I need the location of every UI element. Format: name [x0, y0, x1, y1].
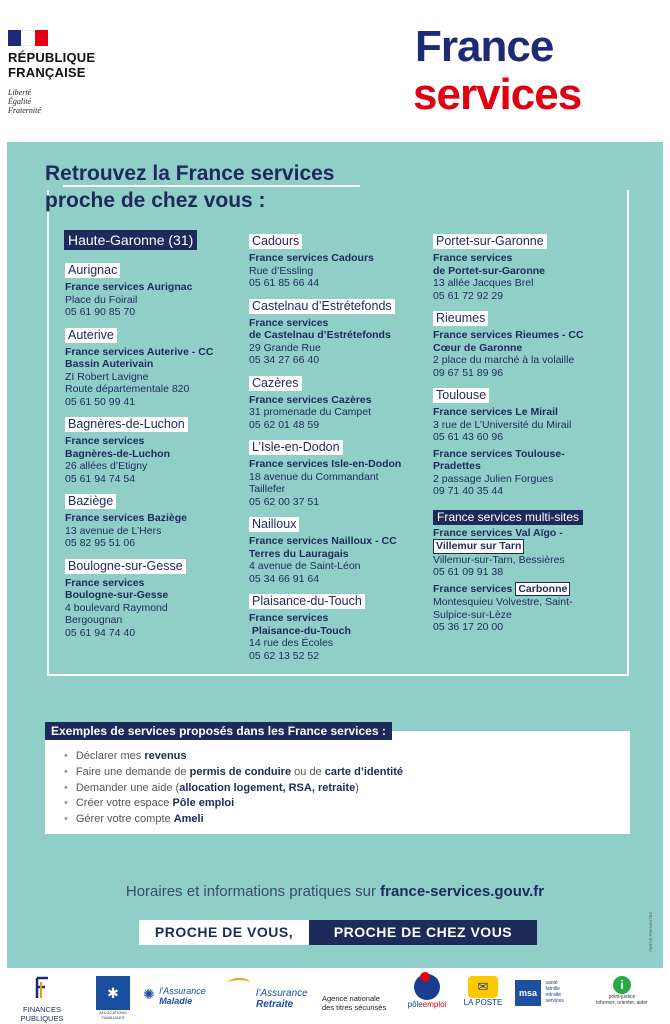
- partner-logos: [0, 972, 670, 1024]
- retraite-icon: [228, 978, 250, 988]
- region-label: Haute-Garonne (31): [64, 230, 197, 250]
- republic-motto: Liberté Égalité Fraternité: [8, 88, 41, 115]
- slogan-part-1: PROCHE DE VOUS,: [139, 920, 309, 945]
- la-poste-logo: ✉ LA POSTE: [462, 976, 504, 1007]
- list-item: • Créer votre espace Pôle emploi: [64, 796, 403, 812]
- finances-publiques-logo: FINANCES PUBLIQUES: [2, 976, 82, 1023]
- location-entry: Cadours France services Cadours Rue d’Essling 05 61 85 66 44: [249, 234, 374, 289]
- town-label: Aurignac: [65, 263, 120, 278]
- la-poste-icon: ✉: [468, 976, 498, 998]
- location-entry: Castelnau d’Estrétefonds France services de Castelnau d’Estrétefonds 29 Grande Rue 05 34 27 66 40: [249, 295, 425, 367]
- pole-emploi-icon: [414, 974, 440, 1000]
- town-label: Baziège: [65, 494, 116, 509]
- french-flag-icon: [8, 30, 48, 46]
- finances-icon: [30, 976, 54, 1000]
- town-label: Cadours: [249, 234, 302, 249]
- town-label: Cazères: [249, 376, 302, 391]
- town-label: Rieumes: [433, 311, 488, 326]
- website-link[interactable]: france-services.gouv.fr: [380, 883, 545, 900]
- locations-column-1: [65, 259, 241, 644]
- info-line: Horaires et informations pratiques sur france-services.gouv.fr: [125, 883, 545, 900]
- list-item: • Demander une aide (allocation logement, RSA, retraite): [64, 781, 403, 797]
- town-label: Nailloux: [249, 517, 299, 532]
- town-label: Boulogne-sur-Gesse: [65, 559, 186, 574]
- location-entry: Cazères France services Cazères 31 promenade du Campet 05 62 01 48 59: [249, 375, 372, 431]
- location-entry: Plaisance-du-Touch France services Plaisance-du-Touch 14 rue des Écoles 05 62 13 52 52: [249, 590, 425, 662]
- town-label: L’Isle-en-Dodon: [249, 440, 343, 455]
- multisite-heading: France services multi-sites: [433, 510, 583, 525]
- location-entry: Aurignac France services Aurignac Place du Foirail 05 61 90 85 70: [65, 263, 193, 318]
- town-label: Plaisance-du-Touch: [249, 594, 365, 609]
- list-item: • Déclarer mes revenus: [64, 749, 403, 765]
- msa-icon: msa: [515, 980, 541, 1006]
- services-heading: Exemples de services proposés dans les France services :: [45, 722, 392, 740]
- town-label: Auterive: [65, 328, 117, 343]
- multisite-section: France services multi-sites France services Val Aïgo - Villemur sur Tarn Villemur-sur-Tarn, Bessières 05 61 09 91 38 France services Carbonne Montesquieu Volvestre, Saint- Sulpice-sur-Lèze 05 36 17 20 00: [433, 506, 609, 634]
- location-entry: Auterive France services Auterive - CC Bassin Auterivain ZI Robert Lavigne Route départementale 820 05 61 50 99 41: [65, 327, 214, 408]
- caf-logo: ✱ ALLOCATIONS FAMILIALES: [95, 976, 131, 1020]
- location-entry: Baziège France services Baziège 13 avenue de L’Hers 05 82 95 51 06: [65, 494, 187, 549]
- brand-title-services: services: [413, 70, 582, 119]
- slogan-part-2: PROCHE DE CHEZ VOUS: [309, 920, 537, 945]
- town-label: Castelnau d’Estrétefonds: [249, 299, 395, 314]
- locations-column-3: [433, 230, 609, 639]
- caf-icon: ✱: [96, 976, 130, 1010]
- pole-emploi-logo: pôleemploi: [404, 974, 450, 1010]
- town-label: Toulouse: [433, 388, 489, 403]
- locations-column-2: [249, 230, 425, 667]
- highlight-carbonne: Carbonne: [515, 582, 570, 597]
- list-item: • Gérer votre compte Ameli: [64, 812, 403, 828]
- location-entry: Bagnères-de-Luchon France services Bagnères-de-Luchon 26 allées d’Etigny 05 61 94 74 54: [65, 413, 241, 485]
- location-entry: Boulogne-sur-Gesse France services Boulogne-sur-Gesse 4 boulevard Raymond Bergougnan 05 61 94 74 40: [65, 555, 241, 640]
- point-justice-logo: i point-justice informer, orienter, aider: [596, 978, 648, 1006]
- vertical-credit: PARTIS PRENANTES: [648, 912, 653, 952]
- town-label: Portet-sur-Garonne: [433, 234, 547, 249]
- brand-title-france: France: [415, 22, 554, 71]
- list-item: • Faire une demande de permis de conduire ou de carte d’identité: [64, 765, 403, 781]
- point-justice-icon: i: [613, 976, 631, 994]
- location-entry: Toulouse France services Le Mirail 3 rue de L’Université du Mirail 05 61 43 60 96 France services Toulouse- Pradettes 2 passage Julien Forgues 09 71 40 35 44: [433, 388, 572, 497]
- services-list: [64, 749, 403, 828]
- highlight-villemur: Villemur sur Tarn: [433, 539, 524, 554]
- msa-logo: msa santé famille retraite services: [515, 980, 583, 1006]
- assurance-retraite-logo: l’Assurance Retraite: [228, 978, 310, 1010]
- location-entry: Nailloux France services Nailloux - CC Terres du Lauragais 4 avenue de Saint-Léon 05 34 66 91 64: [249, 517, 397, 585]
- republic-logo-text: RÉPUBLIQUE FRANÇAISE: [8, 50, 96, 80]
- location-entry: L’Isle-en-Dodon France services Isle-en-Dodon 18 avenue du Commandant Taillefer 05 62 00 37 51: [249, 440, 402, 508]
- location-entry: Rieumes France services Rieumes - CC Cœur de Garonne 2 place du marché à la volaille 09 67 51 89 96: [433, 311, 584, 379]
- panel-title: Retrouvez la France services proche de chez vous :: [45, 162, 335, 212]
- town-label: Bagnères-de-Luchon: [65, 417, 188, 432]
- location-entry: Portet-sur-Garonne France services de Portet-sur-Garonne 13 allée Jacques Brel 05 61 72 92 29: [433, 234, 546, 302]
- assurance-maladie-logo: ✺ l’Assurance Maladie: [143, 986, 206, 1006]
- ameli-icon: ✺: [143, 986, 155, 1002]
- ants-logo: Agence nationale des titres sécurisés: [322, 994, 387, 1012]
